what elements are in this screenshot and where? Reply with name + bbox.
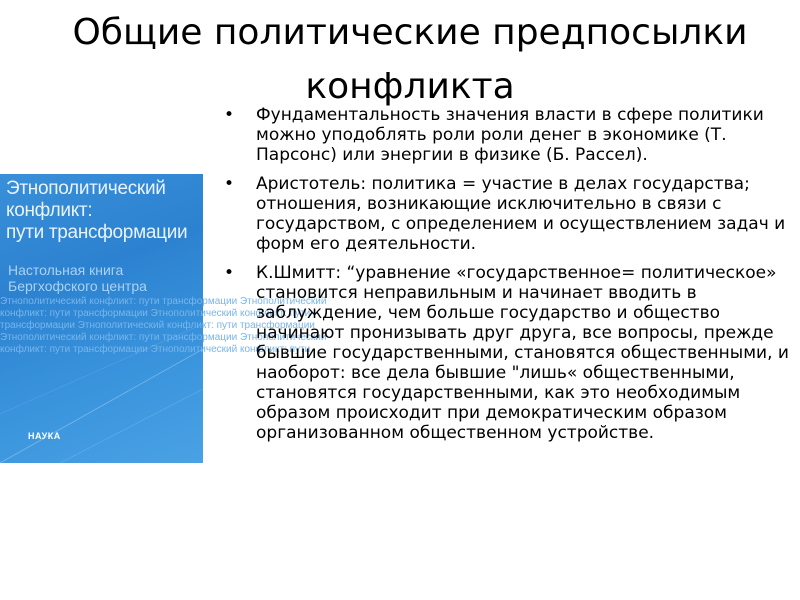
bullet-text: К.Шмитт: “уравнение «государственное= политическое» становится неправильным и начинает вводить в заблуждение, чем больше государство и общество начинают пронизывать друг друга, все вопросы, прежде бывшие государственными, становятся общественными, и наоборот: все дела бывшие "лишь« общественными, становятся государственными, как это необходимым образом происходит при демократическим образом организованном общественном устройстве. xyxy=(256,263,789,443)
bullet-marker: • xyxy=(224,263,235,283)
book-title xyxy=(6,178,201,244)
book-subtitle-line: Бергхофского центра xyxy=(8,278,147,294)
bullet-item xyxy=(220,105,790,165)
book-subtitle xyxy=(8,262,203,294)
book-publisher: НАУКА xyxy=(28,431,61,441)
slide-title: Общие политические предпосылки конфликта xyxy=(72,12,748,107)
book-title-line: Этнополитический xyxy=(6,178,166,199)
book-pattern-line: трансформации Этнополитический конфликт: пути трансформации xyxy=(0,320,315,331)
bullet-marker: • xyxy=(224,105,235,125)
bullet-item xyxy=(220,174,790,254)
bullet-list xyxy=(220,105,790,452)
book-text-pattern xyxy=(0,296,327,356)
book-cover-image xyxy=(0,174,327,463)
book-subtitle-line: Настольная книга xyxy=(8,262,124,278)
book-title-line: пути трансформации xyxy=(6,222,188,243)
book-title-line: конфликт: xyxy=(6,200,93,221)
bullet-item xyxy=(220,263,790,443)
book-pattern-line: Этнополитический конфликт: пути трансформации Этнополитический xyxy=(0,332,327,343)
bullet-marker: • xyxy=(224,174,235,194)
bullet-text: Аристотель: политика = участие в делах государства; отношения, возникающие исключительно в связи с государством, с определением и осуществлением задач и форм его деятельности. xyxy=(256,174,786,254)
bullet-text: Фундаментальность значения власти в сфере политики можно уподоблять роли роли денег в экономике (Т. Парсонс) или энергии в физике (Б. Рассел). xyxy=(256,105,764,165)
book-pattern-line: Этнополитический конфликт: пути трансформации Этнополитический xyxy=(0,296,327,307)
book-pattern-line: конфликт: пути трансформации Этнополитический конфликт: пути xyxy=(0,308,311,319)
book-pattern-line: конфликт: пути трансформации Этнополитический конфликт: пути xyxy=(0,344,311,355)
